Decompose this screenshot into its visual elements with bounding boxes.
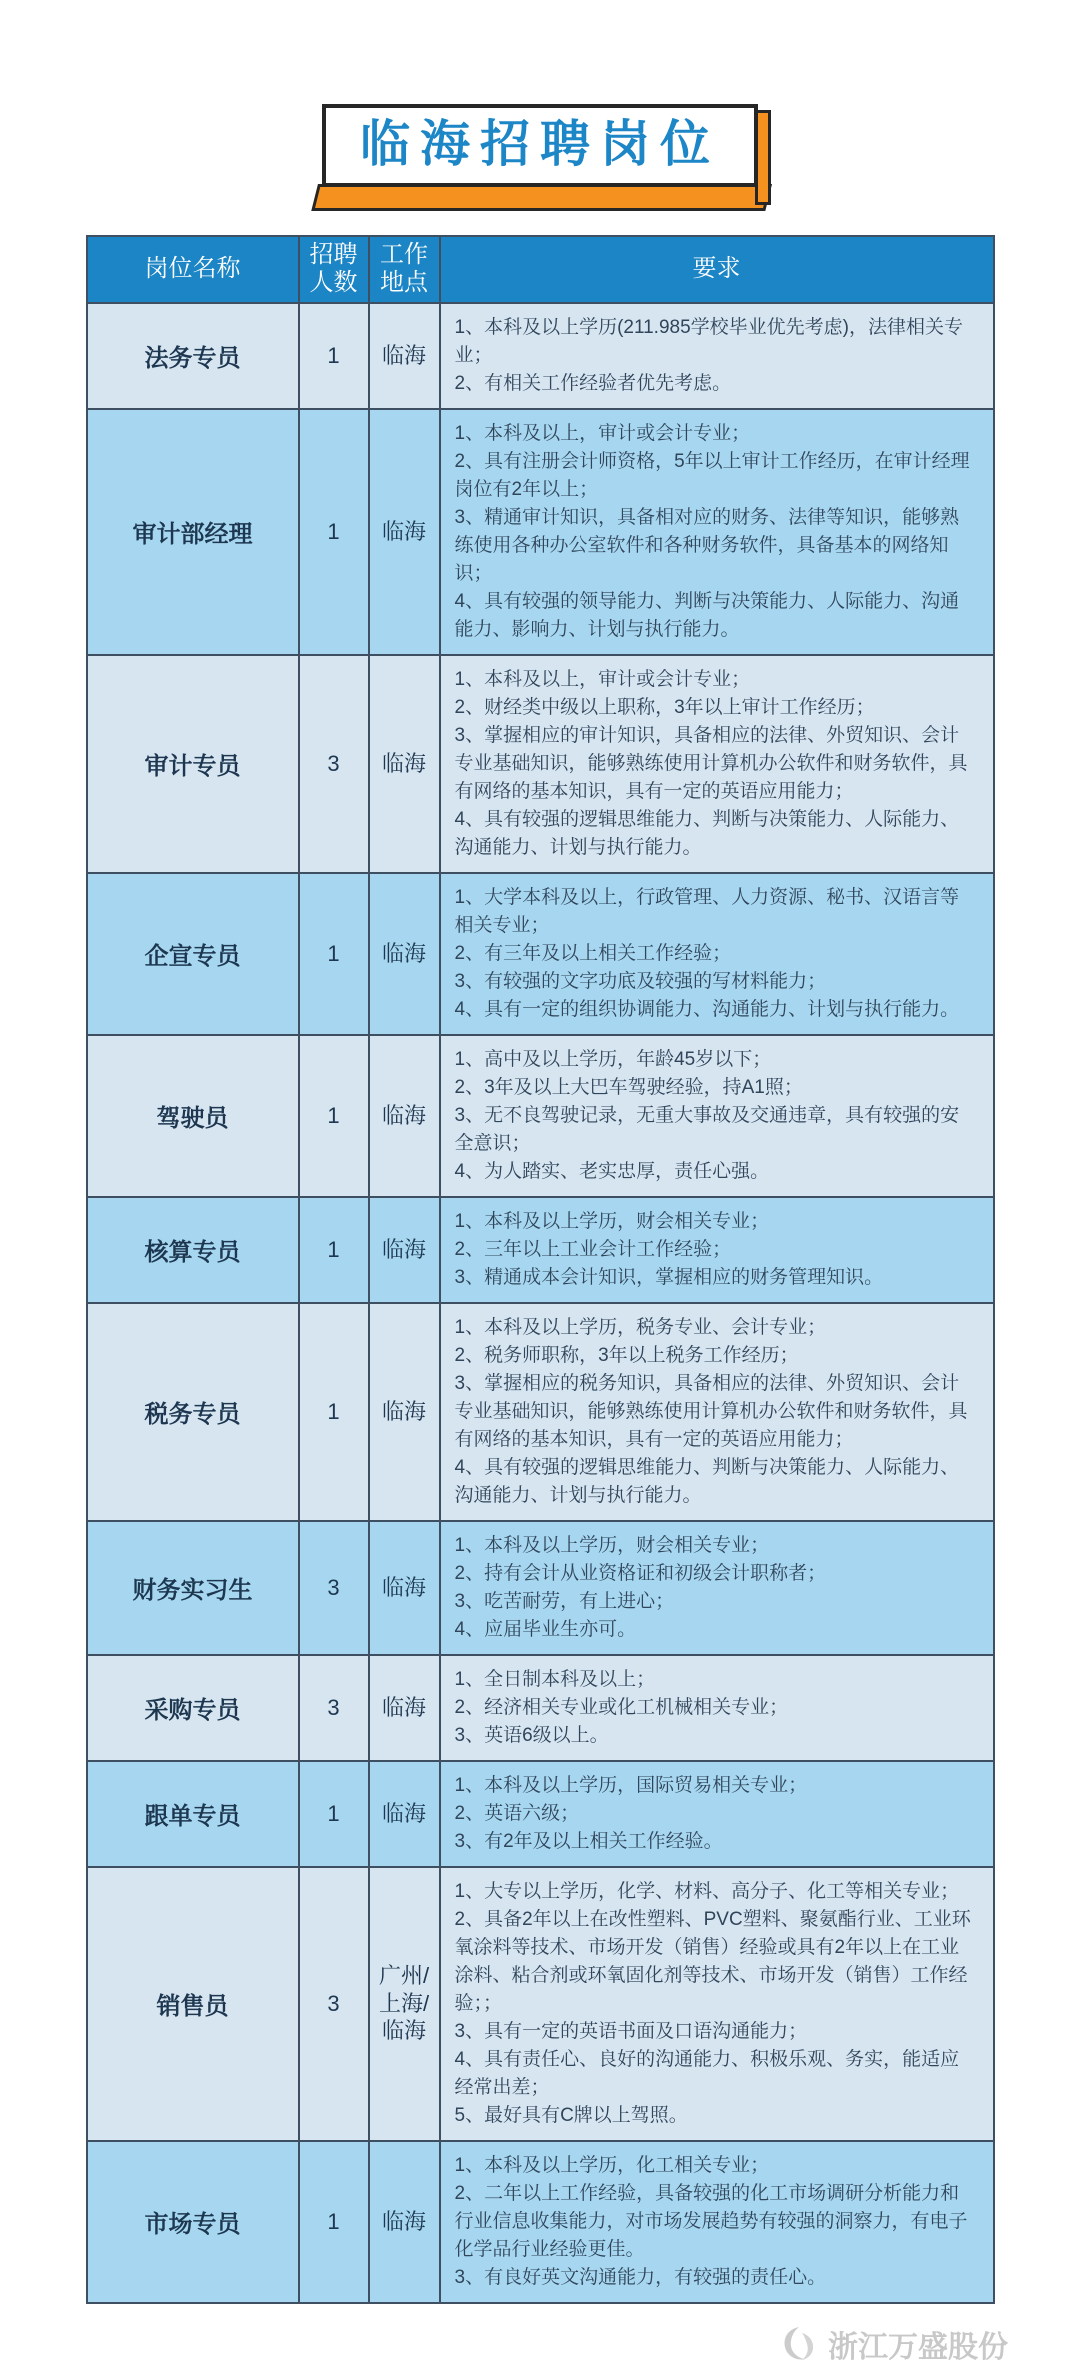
requirement-line: 3、吃苦耐劳，有上进心； <box>454 1590 675 1612</box>
requirement-line: 4、具有较强的领导能力、判断与决策能力、人际能力、沟通能力、影响力、计划与执行能力。 <box>454 590 960 640</box>
work-location-cell: 临海 <box>369 873 440 1035</box>
recruit-count-cell: 1 <box>299 1761 369 1867</box>
requirement-line: 1、本科及以上学历，财会相关专业； <box>454 1210 770 1232</box>
header-position: 岗位名称 <box>87 236 299 303</box>
requirement-line: 5、最好具有C牌以上驾照。 <box>454 2104 688 2126</box>
table-row <box>87 303 994 409</box>
header-work-location <box>369 236 440 303</box>
recruit-count-cell: 3 <box>299 1521 369 1655</box>
requirement-line: 3、有2年及以上相关工作经验。 <box>454 1830 723 1852</box>
requirement-line: 2、三年以上工业会计工作经验； <box>454 1238 732 1260</box>
header-recruit-count-line2: 人数 <box>309 269 358 297</box>
table-row <box>87 2141 994 2303</box>
requirement-line: 3、掌握相应的审计知识，具备相应的法律、外贸知识、会计专业基础知识，能够熟练使用计算机办公软件和财务软件，具有网络的基本知识，具有一定的英语应用能力； <box>454 724 968 802</box>
requirement-line: 1、本科及以上学历，税务专业、会计专业； <box>454 1316 827 1338</box>
recruit-count-cell: 1 <box>299 303 369 409</box>
page-title: 临海招聘岗位 <box>360 116 720 172</box>
watermark-text: 浙江万盛股份 <box>828 2330 1008 2364</box>
recruit-count-cell: 1 <box>299 409 369 655</box>
requirement-line: 2、二年以上工作经验，具备较强的化工市场调研分析能力和行业信息收集能力，对市场发展趋势有较强的洞察力，有电子化学品行业经验更佳。 <box>454 2182 968 2260</box>
table-row <box>87 1521 994 1655</box>
requirement-line: 1、大专以上学历，化学、材料、高分子、化工等相关专业； <box>454 1880 960 1902</box>
header-recruit-count-line1: 招聘 <box>309 241 358 268</box>
table-row <box>87 1035 994 1197</box>
requirement-line: 1、本科及以上学历，国际贸易相关专业； <box>454 1774 808 1796</box>
requirement-line: 4、应届毕业生亦可。 <box>454 1618 637 1640</box>
work-location-cell: 临海 <box>369 655 440 873</box>
requirement-line: 2、有相关工作经验者优先考虑。 <box>454 372 732 394</box>
requirement-line: 2、财经类中级以上职称，3年以上审计工作经历； <box>454 696 875 718</box>
requirement-line: 2、有三年及以上相关工作经验； <box>454 942 732 964</box>
position-name-cell: 跟单专员 <box>87 1761 299 1867</box>
requirement-line: 3、精通审计知识，具备相对应的财务、法律等知识，能够熟练使用各种办公室软件和各种财务软件，具备基本的网络知识； <box>454 506 960 584</box>
requirement-line: 2、具有注册会计师资格，5年以上审计工作经历，在审计经理岗位有2年以上； <box>454 450 970 500</box>
requirements-cell <box>440 1521 994 1655</box>
requirement-line: 3、无不良驾驶记录，无重大事故及交通违章，具有较强的安全意识； <box>454 1104 960 1154</box>
requirements-cell <box>440 655 994 873</box>
title-banner <box>322 104 758 187</box>
recruit-count-cell: 3 <box>299 655 369 873</box>
work-location-cell: 广州/上海/临海 <box>369 1867 440 2141</box>
requirements-cell <box>440 2141 994 2303</box>
table-row <box>87 1655 994 1761</box>
requirement-line: 4、具有一定的组织协调能力、沟通能力、计划与执行能力。 <box>454 998 960 1020</box>
banner-face <box>322 104 758 187</box>
requirements-cell <box>440 1655 994 1761</box>
table-row <box>87 1303 994 1521</box>
requirements-cell <box>440 1867 994 2141</box>
position-name-cell: 采购专员 <box>87 1655 299 1761</box>
header-work-location-line2: 地点 <box>380 269 428 297</box>
requirement-line: 4、具有较强的逻辑思维能力、判断与决策能力、人际能力、沟通能力、计划与执行能力。 <box>454 808 960 858</box>
header-recruit-count <box>299 236 369 303</box>
requirement-line: 1、本科及以上学历(211.985学校毕业优先考虑)，法律相关专业； <box>454 316 963 366</box>
work-location-cell: 临海 <box>369 303 440 409</box>
table-row <box>87 1867 994 2141</box>
requirement-line: 2、3年及以上大巴车驾驶经验，持A1照； <box>454 1076 803 1098</box>
work-location-cell: 临海 <box>369 1035 440 1197</box>
position-name-cell: 审计专员 <box>87 655 299 873</box>
position-name-cell: 销售员 <box>87 1867 299 2141</box>
position-name-cell: 核算专员 <box>87 1197 299 1303</box>
position-name-cell: 税务专员 <box>87 1303 299 1521</box>
position-name-cell: 市场专员 <box>87 2141 299 2303</box>
header-work-location-line1: 工作 <box>380 241 428 268</box>
requirements-cell <box>440 1197 994 1303</box>
work-location-cell: 临海 <box>369 1303 440 1521</box>
work-location-cell: 临海 <box>369 1761 440 1867</box>
work-location-cell: 临海 <box>369 1197 440 1303</box>
banner-shadow-base <box>311 184 772 211</box>
work-location-cell: 临海 <box>369 1521 440 1655</box>
requirements-cell <box>440 1035 994 1197</box>
recruit-count-cell: 3 <box>299 1655 369 1761</box>
requirement-line: 1、本科及以上，审计或会计专业； <box>454 422 751 444</box>
requirement-line: 1、本科及以上，审计或会计专业； <box>454 668 751 690</box>
recruitment-poster <box>0 104 1080 2366</box>
requirement-line: 3、精通成本会计知识，掌握相应的财务管理知识。 <box>454 1266 884 1288</box>
recruit-count-cell: 1 <box>299 1197 369 1303</box>
requirement-line: 4、具有责任心、良好的沟通能力、积极乐观、务实，能适应经常出差； <box>454 2048 960 2098</box>
position-name-cell: 法务专员 <box>87 303 299 409</box>
requirement-line: 3、有较强的文字功底及较强的写材料能力； <box>454 970 827 992</box>
requirement-line: 3、掌握相应的税务知识，具备相应的法律、外贸知识、会计专业基础知识，能够熟练使用计算机办公软件和财务软件，具有网络的基本知识，具有一定的英语应用能力； <box>454 1372 968 1450</box>
requirement-line: 4、具有较强的逻辑思维能力、判断与决策能力、人际能力、沟通能力、计划与执行能力。 <box>454 1456 960 1506</box>
recruit-count-cell: 1 <box>299 2141 369 2303</box>
table-row <box>87 1197 994 1303</box>
position-name-cell: 审计部经理 <box>87 409 299 655</box>
requirement-line: 4、为人踏实、老实忠厚，责任心强。 <box>454 1160 770 1182</box>
requirement-line: 3、有良好英文沟通能力，有较强的责任心。 <box>454 2266 827 2288</box>
recruit-count-cell: 3 <box>299 1867 369 2141</box>
requirement-line: 3、英语6级以上。 <box>454 1724 609 1746</box>
watermark <box>0 2322 1008 2366</box>
table-row <box>87 409 994 655</box>
requirement-line: 2、税务师职称，3年以上税务工作经历； <box>454 1344 799 1366</box>
requirement-line: 1、高中及以上学历，年龄45岁以下； <box>454 1048 772 1070</box>
position-name-cell: 财务实习生 <box>87 1521 299 1655</box>
recruit-count-cell: 1 <box>299 1035 369 1197</box>
work-location-cell: 临海 <box>369 409 440 655</box>
requirements-cell <box>440 1761 994 1867</box>
requirement-line: 2、英语六级； <box>454 1802 580 1824</box>
position-name-cell: 企宣专员 <box>87 873 299 1035</box>
requirement-line: 2、具备2年以上在改性塑料、PVC塑料、聚氨酯行业、工业环氧涂料等技术、市场开发（销售）经验或具有2年以上在工业涂料、粘合剂或环氧固化剂等技术、市场开发（销售）工作经验；； <box>454 1908 971 2014</box>
recruit-count-cell: 1 <box>299 1303 369 1521</box>
requirements-cell <box>440 873 994 1035</box>
requirements-cell <box>440 409 994 655</box>
requirements-cell <box>440 1303 994 1521</box>
requirement-line: 1、大学本科及以上，行政管理、人力资源、秘书、汉语言等相关专业； <box>454 886 960 936</box>
jobs-table <box>86 235 995 2304</box>
jobs-table-body <box>87 303 994 2303</box>
requirement-line: 1、全日制本科及以上； <box>454 1668 656 1690</box>
requirement-line: 2、持有会计从业资格证和初级会计职称者； <box>454 1562 827 1584</box>
work-location-cell: 临海 <box>369 2141 440 2303</box>
table-row <box>87 873 994 1035</box>
wansheng-logo-icon <box>778 2323 820 2365</box>
requirements-cell <box>440 303 994 409</box>
position-name-cell: 驾驶员 <box>87 1035 299 1197</box>
requirement-line: 2、经济相关专业或化工机械相关专业； <box>454 1696 789 1718</box>
table-header-row <box>87 236 994 303</box>
requirement-line: 1、本科及以上学历，化工相关专业； <box>454 2154 770 2176</box>
requirement-line: 1、本科及以上学历，财会相关专业； <box>454 1534 770 1556</box>
header-requirements: 要求 <box>440 236 994 303</box>
recruit-count-cell: 1 <box>299 873 369 1035</box>
work-location-cell: 临海 <box>369 1655 440 1761</box>
table-row <box>87 655 994 873</box>
requirement-line: 3、具有一定的英语书面及口语沟通能力； <box>454 2020 808 2042</box>
table-row <box>87 1761 994 1867</box>
